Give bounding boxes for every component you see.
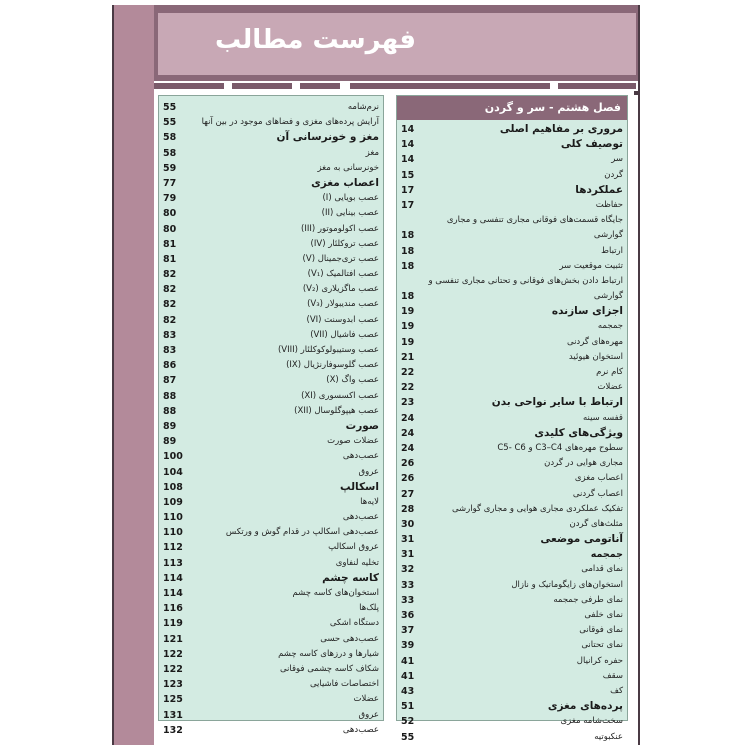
toc-entry [159, 237, 383, 252]
toc-entry [159, 723, 383, 738]
toc-entry-title: آناتومی موضعی [540, 533, 623, 546]
toc-column-left [158, 95, 384, 736]
toc-entry [397, 487, 627, 502]
toc-entry-title: نمای قدامی [581, 564, 623, 575]
toc-entry-page: 112 [163, 542, 183, 554]
toc-entry [159, 191, 383, 206]
toc-entry [159, 616, 383, 631]
toc-entry-page: 19 [401, 321, 415, 333]
toc-entry [397, 456, 627, 471]
toc-entry-page: 37 [401, 625, 415, 637]
chapter-heading: فصل هشتم - سر و گردن [397, 96, 627, 120]
toc-entry [397, 714, 627, 729]
toc-entry [159, 297, 383, 312]
toc-entry-page: 32 [401, 564, 415, 576]
toc-entry-title: نمای خلفی [584, 610, 623, 620]
toc-entry-page: 82 [163, 314, 177, 326]
toc-entry [397, 213, 627, 228]
toc-entry [159, 632, 383, 647]
toc-entry-page: 17 [401, 184, 415, 196]
toc-entry-page: 36 [401, 610, 415, 621]
toc-entry-title: عضلات [597, 382, 623, 393]
toc-entry-title: عصب افتالمیک (V₁) [307, 269, 379, 280]
toc-entry-title: تثبیت موقعیت سر [559, 260, 623, 271]
toc-entry [159, 647, 383, 662]
toc-entry-title: حفاظت [595, 199, 623, 210]
toc-entry [397, 517, 627, 532]
toc-entry-title: مغز [365, 147, 379, 158]
toc-entry [397, 441, 627, 456]
toc-entry-page: 18 [401, 260, 415, 272]
toc-entry [159, 556, 383, 571]
toc-entry-page: 89 [163, 436, 177, 448]
toc-entry [397, 593, 627, 608]
toc-entry [159, 161, 383, 176]
toc-entry [159, 389, 383, 404]
toc-entry-title: ارتباط دادن بخش‌های فوقانی و تحتانی مجاری تنفسی و [428, 275, 623, 286]
toc-entry-page: 113 [163, 557, 183, 569]
toc-entry-page: 28 [401, 503, 415, 515]
toc-entry-page: 131 [163, 709, 183, 721]
toc-entry-title: عصب فاشیال (VII) [310, 329, 379, 340]
toc-entry [159, 525, 383, 540]
toc-entry [397, 244, 627, 259]
title-inner [158, 13, 636, 75]
toc-entry [159, 130, 383, 145]
separator-bar [154, 81, 640, 91]
toc-entry-page: 114 [163, 588, 183, 599]
toc-entry-title: استخوان‌های کاسه چشم [292, 588, 379, 598]
toc-entry-page: 14 [401, 139, 415, 151]
decorative-band [114, 5, 154, 745]
toc-entry-title: اختصاصات فاشیایی [309, 679, 379, 690]
toc-entry-page: 27 [401, 488, 415, 500]
toc-entry-title: عصب اکولوموتور (III) [301, 223, 379, 234]
toc-entry-page: 122 [163, 663, 183, 675]
toc-entry-page: 59 [163, 162, 177, 174]
toc-entry [159, 267, 383, 282]
toc-entry [159, 100, 383, 115]
toc-entry-page: 82 [163, 299, 177, 311]
toc-entry [397, 365, 627, 380]
toc-entry-title: مهره‌های گردنی [566, 336, 623, 347]
toc-entry-page: 52 [401, 716, 415, 728]
toc-entry-title: اعصاب مغزی [311, 176, 379, 189]
toc-entry-title: جمجمه [597, 321, 623, 332]
toc-entry-title: اعصاب مغزی [574, 473, 623, 484]
toc-entry-title: مروری بر مفاهیم اصلی [499, 123, 623, 135]
toc-entry-title: نمای طرفی جمجمه [553, 594, 623, 605]
toc-entry-page: 88 [163, 390, 177, 402]
toc-entry-page: 89 [163, 420, 177, 432]
toc-entry-title: گوارشی [593, 230, 623, 241]
toc-entry-page: 55 [401, 731, 415, 743]
toc-entry [159, 373, 383, 388]
toc-entry-page: 17 [401, 199, 415, 211]
toc-entry-title: خونرسانی به مغز [317, 162, 379, 173]
toc-entry-title: عروق [358, 709, 379, 720]
toc-entry-page: 24 [401, 427, 415, 439]
toc-entry-title: گوارشی [593, 291, 623, 302]
toc-entry-page: 125 [163, 694, 183, 706]
toc-entry-title: شیارها و درزهای کاسه چشم [278, 648, 379, 659]
toc-entry-title: نرم‌شامه [347, 102, 379, 112]
toc-entry-title: توصیف کلی [560, 138, 623, 151]
toc-entry [397, 684, 627, 699]
toc-entry-title: مغز و خونرسانی آن [276, 131, 379, 144]
toc-entry-page: 114 [163, 572, 183, 584]
toc-entry-page: 19 [401, 306, 415, 318]
toc-entry [159, 404, 383, 419]
toc-entry-title: پلک‌ها [359, 603, 379, 614]
toc-entry [397, 654, 627, 669]
toc-entry [159, 495, 383, 510]
toc-entry [397, 638, 627, 653]
toc-entry [397, 198, 627, 213]
toc-entry-title: عضلات [353, 694, 379, 705]
toc-entry-page: 109 [163, 496, 183, 508]
toc-entry-title: عصب واگ (X) [326, 375, 379, 386]
toc-entry [397, 669, 627, 684]
toc-column-right [396, 95, 628, 743]
toc-entry-title: عروق اسکالپ [328, 542, 379, 553]
toc-entry [159, 328, 383, 343]
toc-entry [159, 677, 383, 692]
separator-segment [350, 83, 550, 89]
toc-entry-page: 86 [163, 360, 177, 372]
toc-entry-title: سخت‌شامه مغزی [560, 716, 623, 727]
toc-entry-title: ارتباط با سایر نواحی بدن [491, 396, 623, 409]
toc-entry [397, 699, 627, 714]
toc-entry [397, 608, 627, 623]
toc-entry-page: 21 [401, 351, 415, 363]
separator-segment [300, 83, 340, 89]
toc-entry-title: کف [610, 685, 623, 696]
toc-entry-title: سر [611, 154, 623, 165]
toc-entry-title: عصب‌دهی اسکالپ در قدام گوش و ورتکس [225, 527, 379, 538]
toc-entry [159, 343, 383, 358]
toc-entry-page: 43 [401, 685, 415, 697]
toc-entry-page: 55 [163, 117, 177, 129]
toc-entry [159, 313, 383, 328]
toc-entry-title: مثلث‌های گردن [569, 518, 623, 529]
toc-entry [397, 228, 627, 243]
toc-entry-page: 110 [163, 512, 183, 524]
toc-entry-title: نمای تحتانی [581, 640, 623, 651]
toc-entry-title: سطوح مهره‌های C3–C4 و C5- C6 [497, 442, 623, 453]
toc-entry [159, 358, 383, 373]
separator-segment [558, 83, 636, 89]
toc-entry-page: 79 [163, 193, 177, 205]
toc-entry-page: 122 [163, 648, 183, 660]
toc-entry-page: 82 [163, 284, 177, 296]
toc-entry [159, 662, 383, 677]
toc-entry [397, 730, 627, 745]
toc-entry-title: لایه‌ها [360, 496, 379, 507]
toc-entry-page: 24 [401, 442, 415, 454]
toc-entry-page: 58 [163, 147, 177, 159]
toc-entry-page: 15 [401, 169, 415, 181]
toc-entry-page: 51 [401, 701, 415, 713]
toc-entry [397, 183, 627, 198]
toc-entry-page: 26 [401, 473, 415, 485]
toc-entry-title: عصب‌دهی [342, 724, 379, 735]
toc-entry [159, 434, 383, 449]
toc-entry-page: 82 [163, 269, 177, 281]
toc-entry-title: عصب تروکلئار (IV) [310, 238, 379, 249]
toc-entry [159, 708, 383, 723]
toc-entry-title: عضلات صورت [327, 436, 379, 447]
toc-entry [397, 532, 627, 547]
toc-entry [159, 146, 383, 161]
toc-entry [397, 547, 627, 562]
toc-entry-title: عصب گلوسوفارنژیال (IX) [286, 360, 379, 371]
toc-entry [397, 168, 627, 183]
toc-entry-page: 18 [401, 245, 415, 257]
toc-entry-title: عصب مندیبولار (V₃) [307, 299, 379, 310]
toc-entry-page: 81 [163, 253, 177, 265]
toc-entry [159, 206, 383, 221]
toc-entry-page: 83 [163, 345, 177, 356]
toc-entry-title: نمای فوقانی [579, 625, 623, 636]
toc-entry [159, 419, 383, 434]
toc-entry [159, 252, 383, 267]
toc-entry [397, 426, 627, 441]
toc-entry-title: عصب بینایی (II) [321, 208, 379, 219]
toc-entry [159, 176, 383, 191]
toc-entry [159, 601, 383, 616]
toc-entry-page: 58 [163, 132, 177, 144]
toc-entry-page: 31 [401, 534, 415, 546]
toc-entry-page: 24 [401, 412, 415, 424]
toc-entry-title: جمجمه [590, 549, 623, 561]
toc-entry-title: عنکبوتیه [594, 731, 623, 742]
toc-entry-title: ارتباط [601, 245, 623, 256]
toc-entry-page: 121 [163, 633, 183, 645]
toc-entry-title: آرایش پرده‌های مغزی و فضاهای موجود در بین آنها [201, 117, 379, 128]
toc-entry-page: 33 [401, 594, 415, 606]
toc-entry-title: عصب هیپوگلوسال (XII) [294, 405, 379, 416]
toc-entry-title: عصب‌دهی حسی [320, 633, 379, 644]
toc-entry-title: جایگاه قسمت‌های فوقانی مجاری تنفسی و مجاری [446, 215, 623, 226]
separator-segment [232, 83, 292, 89]
toc-entry [397, 137, 627, 152]
toc-entry [397, 259, 627, 274]
toc-entry-page: 80 [163, 208, 177, 220]
toc-list-right [397, 122, 627, 745]
toc-entry-page: 30 [401, 518, 415, 530]
toc-entry-title: عملکردها [575, 183, 623, 196]
toc-entry-page: 22 [401, 382, 415, 394]
toc-entry [159, 586, 383, 601]
toc-entry-page: 77 [163, 177, 177, 189]
toc-entry-page: 83 [163, 329, 177, 341]
toc-entry [397, 152, 627, 167]
toc-entry-page: 26 [401, 458, 415, 470]
toc-entry-page: 87 [163, 375, 177, 387]
toc-entry-title: عصب وستیبولوکوکلئار (VIII) [277, 345, 379, 355]
toc-entry-title: استخوان هیوئید [568, 351, 623, 362]
toc-entry-page: 41 [401, 670, 415, 682]
toc-entry [159, 222, 383, 237]
toc-entry-title: شکاف کاسه چشمی فوقانی [279, 663, 379, 674]
toc-entry-page: 88 [163, 405, 177, 417]
toc-entry-title: عصب ابدوسنت (VI) [306, 314, 379, 325]
toc-entry-title: گردن [604, 169, 623, 180]
toc-entry [159, 540, 383, 555]
toc-entry [397, 122, 627, 137]
toc-entry-title: اسکالپ [339, 480, 379, 493]
toc-entry-title: دستگاه اشکی [329, 618, 379, 629]
toc-entry-page: 81 [163, 238, 177, 250]
toc-entry [397, 350, 627, 365]
toc-entry [397, 335, 627, 350]
toc-entry [159, 449, 383, 464]
toc-entry-title: قفسه سینه [582, 412, 623, 423]
toc-entry [397, 319, 627, 334]
toc-entry-title: عصب بویایی (I) [322, 193, 379, 204]
toc-entry [159, 510, 383, 525]
toc-entry [397, 289, 627, 304]
toc-entry-page: 14 [401, 124, 415, 135]
toc-entry-title: تخلیه لنفاوی [335, 557, 379, 568]
toc-entry [397, 471, 627, 486]
toc-entry-page: 123 [163, 679, 183, 691]
toc-entry [397, 304, 627, 319]
toc-entry [159, 692, 383, 707]
toc-entry [397, 395, 627, 410]
toc-entry-title: حفره کرانیال [576, 655, 623, 666]
toc-entry [159, 480, 383, 495]
toc-entry-title: عروق [358, 466, 379, 477]
toc-entry-page: 132 [163, 724, 183, 736]
toc-entry-page: 19 [401, 336, 415, 348]
toc-entry-title: استخوان‌های زایگوماتیک و نازال [511, 579, 623, 590]
title-banner [154, 5, 640, 81]
toc-entry-title: عصب اکسسوری (XI) [301, 390, 379, 401]
toc-list-left [159, 100, 383, 738]
toc-entry [159, 282, 383, 297]
toc-entry-title: اجزای سازنده [551, 305, 623, 318]
toc-entry-title: صورت [345, 419, 379, 432]
toc-entry-page: 55 [163, 102, 177, 113]
toc-entry-page: 41 [401, 655, 415, 667]
toc-entry [397, 502, 627, 517]
toc-entry-page: 80 [163, 223, 177, 235]
toc-entry-title: کام نرم [596, 367, 623, 377]
toc-entry-title: عصب‌دهی [342, 451, 379, 462]
page-title: فهرست مطالب [215, 25, 416, 55]
toc-entry-page: 116 [163, 603, 183, 615]
toc-entry [397, 562, 627, 577]
toc-entry-title: تفکیک عملکردی مجاری هوایی و مجاری گوارشی [451, 503, 623, 514]
toc-entry-title: عصب تری‌جمینال (V) [302, 253, 379, 264]
toc-entry [159, 465, 383, 480]
toc-entry-page: 18 [401, 230, 415, 242]
toc-entry-page: 18 [401, 291, 415, 303]
toc-entry [159, 571, 383, 586]
toc-entry-title: ویژگی‌های کلیدی [534, 426, 623, 439]
toc-entry-page: 14 [401, 154, 415, 166]
separator-segment [154, 83, 224, 89]
toc-entry-page: 100 [163, 451, 183, 463]
toc-entry-page: 31 [401, 549, 415, 561]
toc-entry-title: عصب‌دهی [342, 512, 379, 523]
toc-entry-page: 104 [163, 466, 183, 478]
toc-entry-page: 33 [401, 579, 415, 591]
toc-entry-title: عصب ماگزیلاری (V₂) [302, 284, 379, 295]
toc-entry [159, 115, 383, 130]
toc-entry [397, 274, 627, 289]
toc-entry-page: 110 [163, 527, 183, 539]
toc-entry-title: مجاری هوایی در گردن [544, 458, 623, 469]
toc-entry-page: 23 [401, 397, 415, 409]
book-page [112, 5, 640, 745]
toc-entry-title: پرده‌های مغزی [547, 700, 623, 713]
toc-entry-page: 22 [401, 367, 415, 378]
toc-entry [397, 578, 627, 593]
toc-entry-title: اعصاب گردنی [572, 488, 623, 499]
toc-entry [397, 380, 627, 395]
toc-entry-title: سقف [602, 670, 623, 681]
toc-entry-page: 108 [163, 481, 183, 493]
toc-entry-page: 39 [401, 640, 415, 652]
toc-entry-title: کاسه چشم [322, 571, 379, 584]
toc-entry [397, 623, 627, 638]
toc-entry [397, 411, 627, 426]
toc-entry-page: 119 [163, 618, 183, 630]
